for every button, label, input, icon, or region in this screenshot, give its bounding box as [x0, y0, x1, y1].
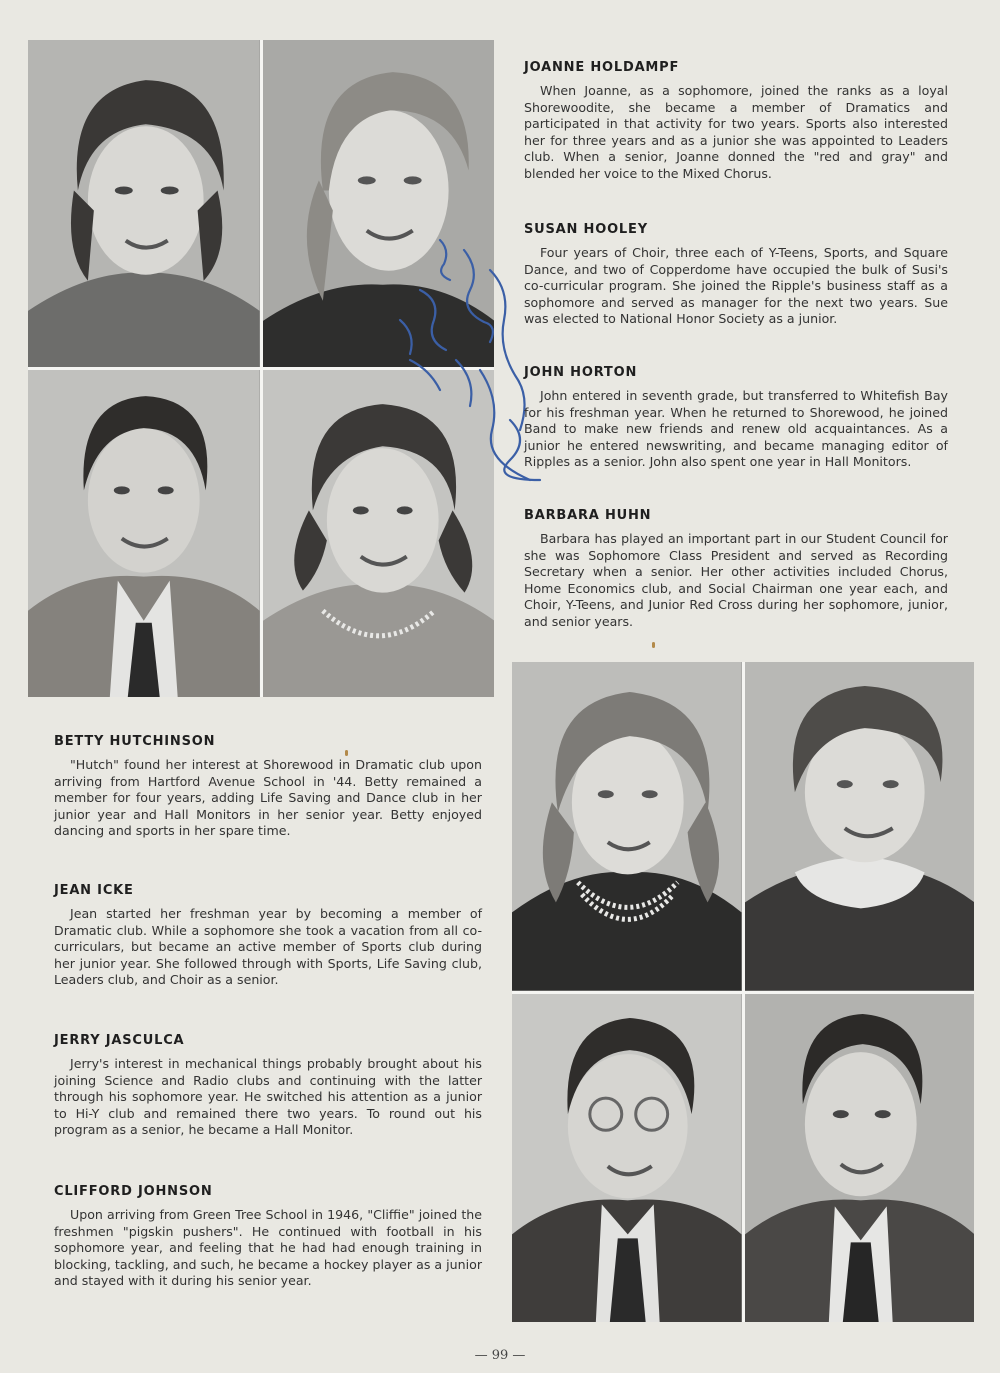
student-name: JOHN HORTON: [524, 365, 638, 380]
student-name: JOANNE HOLDAMPF: [524, 60, 680, 75]
student-name: BETTY HUTCHINSON: [54, 734, 216, 749]
bio-joanne-holdampf: [524, 60, 948, 183]
student-name: JERRY JASCULCA: [54, 1033, 185, 1048]
portrait-susan-hooley: [263, 40, 495, 367]
ink-speck: [652, 642, 655, 648]
portrait-john-horton: [28, 370, 260, 697]
student-name: SUSAN HOOLEY: [524, 222, 648, 237]
student-bio: Jean started her freshman year by becoming a member of Dramatic club. While a sophomore she took a vacation from all co-curriculars, but became an active member of Sports club during her junior year. She followed through with Sports, Life Saving club, Leaders club, and Choir as a senior.: [54, 906, 482, 988]
student-name: CLIFFORD JOHNSON: [54, 1184, 213, 1199]
bio-jean-icke: [54, 883, 482, 989]
bio-susan-hooley: [524, 222, 948, 328]
ink-speck: [345, 750, 348, 756]
portrait-joanne-holdampf: [28, 40, 260, 367]
portrait-jean-icke: [745, 662, 975, 991]
bio-john-horton: [524, 365, 948, 471]
bio-betty-hutchinson: [54, 734, 482, 840]
student-bio: Upon arriving from Green Tree School in 1946, "Cliffie" joined the freshmen "pigskin pushers". He continued with football in his sophomore year, and feeling that he had had enough training in blocking, tackling, and such, he became a hockey player as a junior and stayed with it during his senior year.: [54, 1207, 482, 1289]
bio-barbara-huhn: [524, 508, 948, 631]
bio-clifford-johnson: [54, 1184, 482, 1290]
portrait-grid-bottom: [512, 662, 974, 1322]
portrait-jerry-jasculca: [512, 994, 742, 1323]
student-bio: "Hutch" found her interest at Shorewood in Dramatic club upon arriving from Hartford Avenue School in '44. Betty remained a member for four years, adding Life Saving and Dance club in her junior year and Hall Monitors in her senior year. Betty enjoyed dancing and sports in her spare time.: [54, 757, 482, 839]
student-bio: Barbara has played an important part in our Student Council for she was Sophomore Class President and served as Recording Secretary when a senior. Her other activities included Chorus, Home Economics club, and Social Chairman one year each, and Choir, Y-Teens, and Junior Red Cross during her sophomore, junior, and senior years.: [524, 531, 948, 629]
portrait-betty-hutchinson: [512, 662, 742, 991]
portrait-grid-top: [28, 40, 494, 697]
student-name: JEAN ICKE: [54, 883, 134, 898]
page-number: — 99 —: [474, 1348, 526, 1363]
portrait-barbara-huhn: [263, 370, 495, 697]
student-bio: Four years of Choir, three each of Y-Teens, Sports, and Square Dance, and two of Copperdome have occupied the bulk of Susi's co-curricular program. She joined the Ripple's business staff as a sophomore and served as manager for the next two years. Sue was elected to National Honor Society as a junior.: [524, 245, 948, 327]
student-bio: John entered in seventh grade, but transferred to Whitefish Bay for his freshman year. When he returned to Shorewood, he joined Band to make new friends and renew old acquaintances. As a junior he entered newswriting, and became managing editor of Ripples as a senior. John also spent one year in Hall Monitors.: [524, 388, 948, 470]
portrait-clifford-johnson: [745, 994, 975, 1323]
student-bio: When Joanne, as a sophomore, joined the ranks as a loyal Shorewoodite, she became a member of Dramatics and participated in that activity for two years. Sports also interested her for three years and as a junior she was appointed to Leaders club. When a senior, Joanne donned the "red and gray" and blended her voice to the Mixed Chorus.: [524, 83, 948, 181]
student-name: BARBARA HUHN: [524, 508, 652, 523]
student-bio: Jerry's interest in mechanical things probably brought about his joining Science and Radio clubs and continuing with the latter through his sophomore year. He switched his attention as a junior to Hi-Y club and remained there two years. To round out his program as a senior, he became a Hall Monitor.: [54, 1056, 482, 1138]
bio-jerry-jasculca: [54, 1033, 482, 1139]
